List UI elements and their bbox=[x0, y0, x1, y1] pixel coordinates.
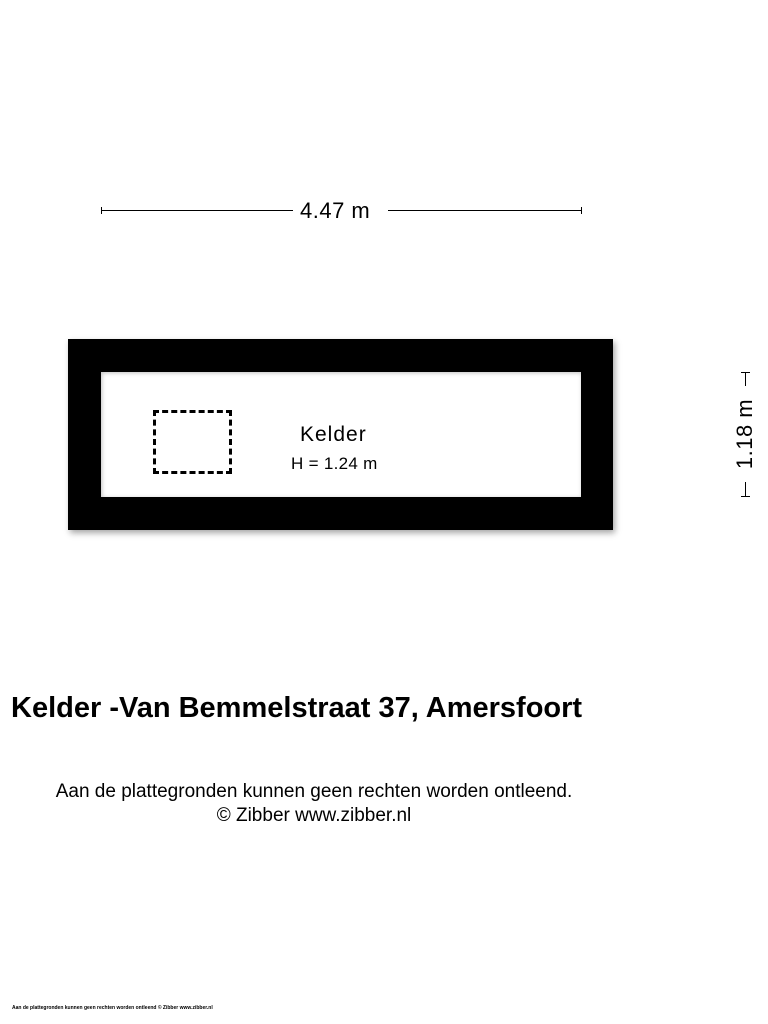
width-dimension-end-tick bbox=[581, 207, 582, 214]
footer-note: Aan de plattegronden kunnen geen rechten worden ontleend © Zibber www.zibber.nl bbox=[12, 1005, 213, 1011]
width-dimension-line-left bbox=[101, 210, 293, 211]
room-height: H = 1.24 m bbox=[291, 454, 378, 473]
height-dimension-line-top bbox=[745, 372, 746, 386]
disclaimer-line: Aan de plattegronden kunnen geen rechten worden ontleend. bbox=[55, 781, 573, 802]
copyright-line: © Zibber www.zibber.nl bbox=[216, 805, 412, 826]
height-dimension-label: 1.18 m bbox=[732, 398, 757, 470]
width-dimension-label: 4.47 m bbox=[300, 198, 371, 223]
height-dimension-line-bottom bbox=[745, 482, 746, 496]
width-dimension-line-right bbox=[388, 210, 582, 211]
disclaimer bbox=[0, 780, 628, 828]
room-name: Kelder bbox=[300, 423, 367, 446]
floor-hatch bbox=[153, 410, 232, 474]
page-title: Kelder -Van Bemmelstraat 37, Amersfoort bbox=[11, 692, 583, 724]
height-dimension-end-tick bbox=[741, 496, 750, 497]
